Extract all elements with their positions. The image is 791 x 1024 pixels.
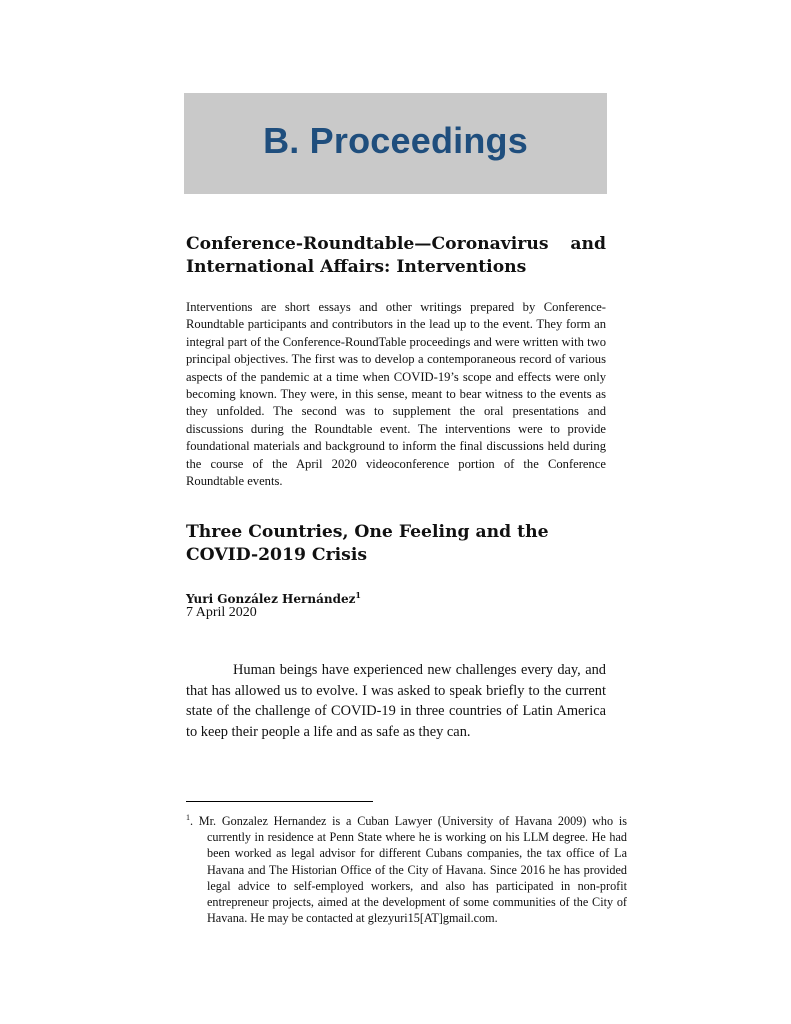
section-banner — [184, 93, 607, 194]
section-heading-line1-end: and — [570, 234, 606, 254]
article-date: 7 April 2020 — [186, 605, 257, 620]
footnote-marker: 1 — [186, 813, 190, 822]
article-title: Three Countries, One Feeling and the COVID-2019 Crisis — [186, 522, 549, 565]
section-heading — [186, 233, 606, 279]
author-name: Yuri González Hernández — [186, 592, 356, 606]
section-heading-line1: Conference-Roundtable—Coronavirus — [186, 234, 549, 254]
intro-paragraph-text: Interventions are short essays and other writings prepared by Conference-Roundtable participants and contributors in the lead up to the event. They form an integral part of the Conference-RoundTable proceedings and were written with two principal objectives. The first was to develop a contemporaneous record of various aspects of the pandemic at a time when COVID-19’s scope and effects were only becoming known. They were, in this sense, meant to bear witness to the events as they unfolded. The second was to supplement the oral presentations and discussions during the Roundtable event. The interventions were to provide foundational materials and background to inform the final discussions held during the course of the April 2020 videoconference portion of the Conference Roundtable events. — [186, 300, 606, 489]
intro-paragraph — [186, 299, 606, 490]
footnote-text: . Mr. Gonzalez Hernandez is a Cuban Lawyer (University of Havana 2009) who is currently in residence at Penn State where he is working on his LLM degree. He had been worked as legal advisor for different Cubans companies, the tax office of La Havana and The Historian Office of the City of Havana. Since 2016 he has provided legal advice to self-employed workers, and also has participated in non-profit entrepreneur projects, aimed at the development of some communities of the City of Havana. He may be contacted at glezyuri15[AT]gmail.com. — [190, 814, 627, 926]
footnote-separator — [186, 801, 373, 802]
banner-title: B. Proceedings — [263, 119, 528, 161]
footnote-reference[interactable]: 1 — [355, 590, 361, 600]
article-body-paragraph: Human beings have experienced new challenges every day, and that has allowed us to evolve. I was asked to speak briefly to the current state of the challenge of COVID-19 in three countries of Latin America to keep their people a life and as safe as they can. — [186, 662, 606, 740]
footnote — [186, 810, 627, 926]
section-heading-line2: International Affairs: Interventions — [186, 257, 527, 277]
